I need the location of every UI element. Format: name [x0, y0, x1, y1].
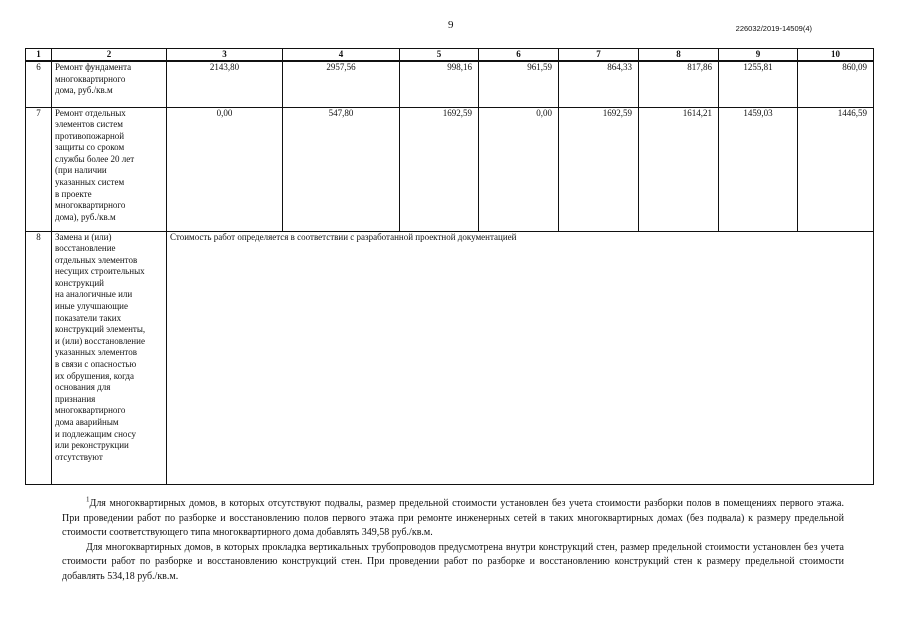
footnote-2: [62, 541, 844, 585]
cell-value: 0,00: [167, 107, 283, 231]
cell-value: 0,00: [479, 107, 559, 231]
cell-value: 1459,03: [719, 107, 798, 231]
column-header: 7: [559, 49, 639, 62]
cell-value: 998,16: [400, 61, 479, 107]
column-header: 5: [400, 49, 479, 62]
footnote-2-text: Для многоквартирных домов, в которых прокладка вертикальных трубопроводов предусмотрена внутри конструкций стен, размер предельной стоимости установлен без учета стоимости работ по разборке и восстановлению конструкций стен. При проведении работ по разборке и восстановлению конструкций стен к размеру предельной стоимости добавлять 534,18 руб./кв.м.: [62, 541, 844, 582]
row-number: 7: [26, 107, 52, 231]
column-header: 8: [639, 49, 719, 62]
cell-value: 1614,21: [639, 107, 719, 231]
cost-table: [25, 48, 874, 485]
column-header: 2: [52, 49, 167, 62]
table-row: [26, 61, 874, 107]
cell-value: 864,33: [559, 61, 639, 107]
row-name: Ремонт фундамента многоквартирного дома, руб./кв.м: [52, 61, 167, 107]
cell-value: 1446,59: [798, 107, 874, 231]
row-name: Ремонт отдельных элементов систем противопожарной защиты со сроком службы более 20 лет (при наличии указанных систем в проекте многоквартирного дома), руб./кв.м: [52, 107, 167, 231]
column-header: 6: [479, 49, 559, 62]
footnote-marker: 1: [86, 495, 90, 504]
cell-value: 961,59: [479, 61, 559, 107]
cell-value: 1255,81: [719, 61, 798, 107]
cell-value: 817,86: [639, 61, 719, 107]
table-row: [26, 107, 874, 231]
cell-value: 1692,59: [400, 107, 479, 231]
footnote-1-text: Для многоквартирных домов, в которых отсутствуют подвалы, размер предельной стоимости установлен без учета стоимости разборки полов в помещениях первого этажа. При проведении работ по разборке и восстановлению полов первого этажа при ремонте инженерных сетей в таких многоквартирных домах (без подвала) к размеру предельной стоимости соответствующего типа многоквартирного дома добавлять 349,58 руб./кв.м.: [62, 498, 844, 539]
footnote-1: [62, 497, 844, 541]
cell-value: 860,09: [798, 61, 874, 107]
column-header: 4: [283, 49, 400, 62]
cell-value: 2957,56: [283, 61, 400, 107]
page-number: 9: [448, 19, 454, 31]
column-header: 10: [798, 49, 874, 62]
column-header: 1: [26, 49, 52, 62]
column-header: 9: [719, 49, 798, 62]
cell-value: 2143,80: [167, 61, 283, 107]
table-header-row: [26, 49, 874, 62]
cell-value: 1692,59: [559, 107, 639, 231]
cell-value: 547,80: [283, 107, 400, 231]
merged-cell-text: Стоимость работ определяется в соответствии с разработанной проектной документацией: [167, 231, 874, 484]
column-header: 3: [167, 49, 283, 62]
document-code: 226032/2019-14509(4): [735, 24, 812, 33]
footnotes: [62, 497, 844, 585]
table-row: [26, 231, 874, 484]
row-number: 6: [26, 61, 52, 107]
row-number: 8: [26, 231, 52, 484]
row-name: Замена и (или) восстановление отдельных элементов несущих строительных конструкций на аналогичные или иные улучшающие показатели таких конструкций элементы, и (или) восстановление указанных элементов в связи с опасностью их обрушения, когда основания для признания многоквартирного дома аварийным и подлежащим сносу или реконструкции отсутствуют: [52, 231, 167, 484]
